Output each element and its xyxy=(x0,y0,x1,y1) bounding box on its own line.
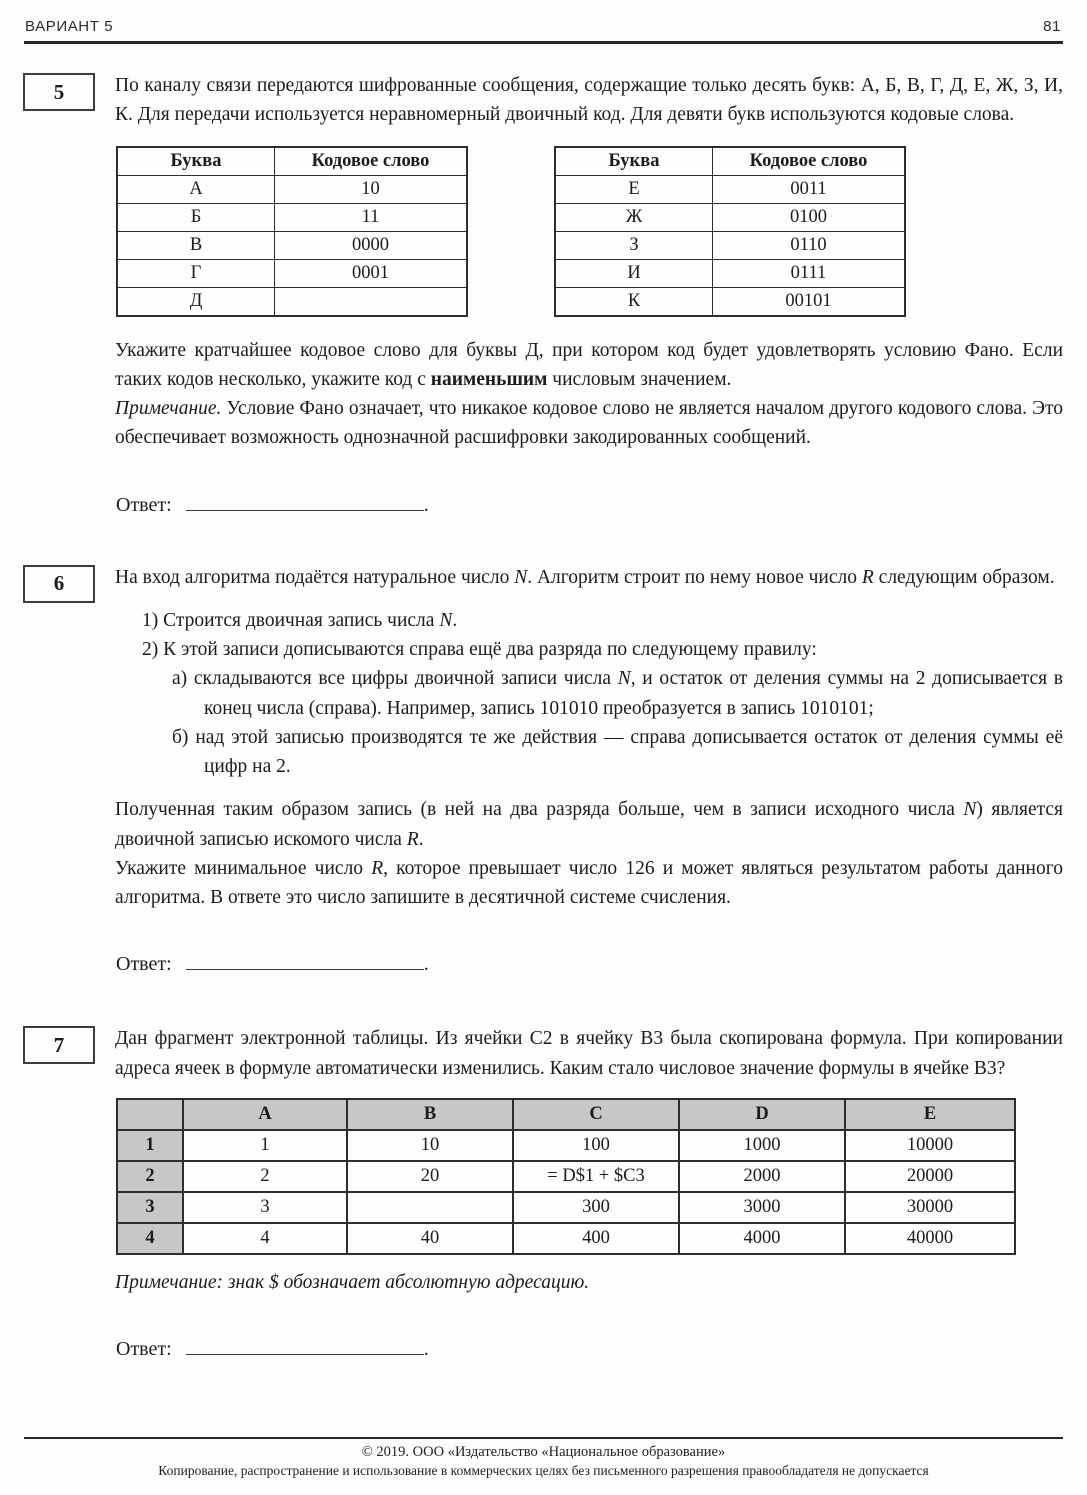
cell: 2000 xyxy=(679,1161,845,1192)
note-text: Условие Фано означает, что никакое кодовое слово не является началом другого кодового слова. Это обеспечивает возможность однозначной расшифровки закодированных сообщений. xyxy=(115,398,1063,449)
intro-text: На вход алгоритма подаётся натуральное число xyxy=(115,566,515,588)
task-6-result-para xyxy=(115,795,1063,854)
page-header xyxy=(0,0,1087,41)
variable-n: N xyxy=(514,566,528,588)
row-header: 4 xyxy=(117,1223,183,1254)
col-header-a: A xyxy=(183,1099,347,1130)
answer-blank-line xyxy=(186,948,424,970)
cell: 300 xyxy=(513,1192,679,1223)
task-7-body xyxy=(115,1024,1063,1363)
table-row xyxy=(555,175,905,203)
cell-code: 0001 xyxy=(275,259,468,287)
col-header-e: E xyxy=(845,1099,1015,1130)
variable-n: N xyxy=(617,668,631,690)
cell: 400 xyxy=(513,1223,679,1254)
list-item-1 xyxy=(142,606,1063,635)
table-row xyxy=(555,259,905,287)
variant-label: ВАРИАНТ 5 xyxy=(25,18,114,35)
cell-letter: Б xyxy=(117,203,275,231)
variable-r: R xyxy=(861,566,874,588)
task-6-number-box: 6 xyxy=(23,565,95,603)
cell-letter: Г xyxy=(117,259,275,287)
cell: 2 xyxy=(183,1161,347,1192)
intro-text: следующим образом. xyxy=(873,566,1055,588)
cell: 40000 xyxy=(845,1223,1015,1254)
cell-letter: Д xyxy=(117,287,275,316)
cell: 4 xyxy=(183,1223,347,1254)
table-row xyxy=(117,287,467,316)
cell-code xyxy=(275,287,468,316)
task-7-number-box: 7 xyxy=(23,1026,95,1064)
list-item-2a xyxy=(172,664,1063,723)
spreadsheet-row xyxy=(117,1130,1015,1161)
answer-period: . xyxy=(423,493,429,516)
task-6-body xyxy=(115,563,1063,979)
task-5-question xyxy=(115,336,1063,395)
table-row xyxy=(555,231,905,259)
cell: 4000 xyxy=(679,1223,845,1254)
cell-code: 11 xyxy=(275,203,468,231)
header-rule xyxy=(24,41,1063,44)
code-table-left xyxy=(116,146,468,317)
spreadsheet-row xyxy=(117,1161,1015,1192)
para-text: Укажите минимальное число xyxy=(115,857,372,879)
task-7-intro: Дан фрагмент электронной таблицы. Из ячейки C2 в ячейку B3 была скопирована формула. При копировании адреса ячеек в формуле автоматически изменились. Каким стало числовое значение формулы в ячейке B3? xyxy=(115,1028,1063,1079)
task-6-intro xyxy=(115,563,1063,592)
task-5-intro: По каналу связи передаются шифрованные сообщения, содержащие только десять букв: А, Б, В, Г, Д, Е, Ж, З, И, К. Для передачи используется неравномерный двоичный код. Для девяти букв используются кодовые слова. xyxy=(115,75,1063,126)
item-text: а) складываются все цифры двоичной записи числа xyxy=(172,668,618,690)
cell: 1 xyxy=(183,1130,347,1161)
task-7-note: Примечание: знак $ обозначает абсолютную адресацию. xyxy=(115,1271,590,1293)
task-5-body xyxy=(115,71,1063,519)
para-text: Полученная таким образом запись (в ней на два разряда больше, чем в записи исходного числа xyxy=(115,799,964,821)
cell: 20 xyxy=(347,1161,513,1192)
cell: 100 xyxy=(513,1130,679,1161)
task-6-question xyxy=(115,854,1063,913)
spreadsheet-row xyxy=(117,1192,1015,1223)
col-header-letter: Буква xyxy=(555,147,713,176)
table-row xyxy=(555,287,905,316)
item-text: 1) Строится двоичная запись числа xyxy=(142,609,440,631)
task-5-answer xyxy=(116,489,1063,517)
para-text: ) является двоичной записью искомого числа xyxy=(115,799,1064,850)
table-row xyxy=(117,203,467,231)
cell-code: 0000 xyxy=(275,231,468,259)
code-tables xyxy=(116,146,1063,317)
note-label: Примечание. xyxy=(115,398,222,419)
intro-text: . Алгоритм строит по нему новое число xyxy=(527,566,862,588)
cell-letter: А xyxy=(117,175,275,203)
cell-code: 0100 xyxy=(713,203,906,231)
answer-label: Ответ: xyxy=(116,1338,172,1360)
task-5-note xyxy=(115,394,1063,453)
col-header-letter: Буква xyxy=(117,147,275,176)
answer-label: Ответ: xyxy=(116,953,172,976)
variable-n: N xyxy=(439,609,453,631)
cell: 40 xyxy=(347,1223,513,1254)
col-header-codeword: Кодовое слово xyxy=(275,147,468,176)
footer-legal: Копирование, распространение и использование в коммерческих целях без письменного разрешения правообладателя не допускается xyxy=(158,1463,929,1478)
cell-letter: И xyxy=(555,259,713,287)
task-7 xyxy=(23,1024,1063,1363)
spreadsheet-row xyxy=(117,1223,1015,1254)
cell: 10000 xyxy=(845,1130,1015,1161)
variable-r: R xyxy=(406,828,419,850)
cell-letter: Ж xyxy=(555,203,713,231)
cell: 20000 xyxy=(845,1161,1015,1192)
item-text: , и остаток от деления суммы на 2 дописывается в конец числа (справа). Например, запись 101010 преобразуется в запись 1010101; xyxy=(204,668,1063,719)
row-header: 1 xyxy=(117,1130,183,1161)
cell-code: 0011 xyxy=(713,175,906,203)
answer-label: Ответ: xyxy=(116,493,172,516)
variable-n: N xyxy=(963,799,977,821)
table-row xyxy=(117,231,467,259)
task-6-steps xyxy=(142,606,1063,782)
col-header-codeword: Кодовое слово xyxy=(713,147,906,176)
para-text: . xyxy=(418,828,424,850)
item-text: . xyxy=(452,609,458,631)
cell: 3 xyxy=(183,1192,347,1223)
question-bold-word: наименьшим xyxy=(430,368,548,390)
page-number: 81 xyxy=(1043,18,1061,35)
task-5 xyxy=(23,71,1063,519)
corner-cell xyxy=(117,1099,183,1130)
row-header: 3 xyxy=(117,1192,183,1223)
cell-code: 10 xyxy=(275,175,468,203)
table-row xyxy=(117,259,467,287)
variable-r: R xyxy=(371,857,384,879)
answer-blank-line xyxy=(186,489,424,511)
para-text: , которое превышает число 126 и может являться результатом работы данного алгоритма. В ответе это число запишите в десятичной системе счисления. xyxy=(115,857,1064,908)
cell: 1000 xyxy=(679,1130,845,1161)
cell xyxy=(347,1192,513,1223)
table-row xyxy=(117,175,467,203)
cell-code: 0111 xyxy=(713,259,906,287)
list-item-2: 2) К этой записи дописываются справа ещё два разряда по следующему правилу: xyxy=(142,639,817,660)
cell-code: 0110 xyxy=(713,231,906,259)
cell: 30000 xyxy=(845,1192,1015,1223)
question-text-end: числовым значением. xyxy=(547,368,732,390)
footer-copyright: © 2019. ООО «Издательство «Национальное образование» xyxy=(361,1444,726,1460)
answer-period: . xyxy=(423,1338,429,1360)
task-7-answer xyxy=(116,1333,1063,1361)
table-header-row xyxy=(117,147,467,176)
cell-letter: З xyxy=(555,231,713,259)
col-header-d: D xyxy=(679,1099,845,1130)
page-footer xyxy=(0,1437,1087,1480)
cell-letter: В xyxy=(117,231,275,259)
cell-letter: К xyxy=(555,287,713,316)
cell-formula: = D$1 + $C3 xyxy=(513,1161,679,1192)
col-header-b: B xyxy=(347,1099,513,1130)
cell-code: 00101 xyxy=(713,287,906,316)
footer-rule xyxy=(24,1437,1063,1440)
list-item-2b: б) над этой записью производятся те же действия — справа дописывается остаток от деления суммы её цифр на 2. xyxy=(172,726,1063,777)
answer-period: . xyxy=(423,953,429,976)
cell-letter: Е xyxy=(555,175,713,203)
row-header: 2 xyxy=(117,1161,183,1192)
task-6 xyxy=(23,563,1063,979)
spreadsheet-header-row xyxy=(117,1099,1015,1130)
col-header-c: C xyxy=(513,1099,679,1130)
question-text: Укажите кратчайшее кодовое слово для буквы Д, при котором код будет удовлетворять условию Фано. Если таких кодов несколько, укажите код с xyxy=(115,339,1063,390)
cell: 10 xyxy=(347,1130,513,1161)
table-row xyxy=(555,203,905,231)
task-5-number-box: 5 xyxy=(23,73,95,111)
answer-blank-line xyxy=(186,1333,424,1355)
cell: 3000 xyxy=(679,1192,845,1223)
spreadsheet-table xyxy=(116,1098,1016,1255)
task-6-answer xyxy=(116,948,1063,976)
table-header-row xyxy=(555,147,905,176)
code-table-right xyxy=(554,146,906,317)
